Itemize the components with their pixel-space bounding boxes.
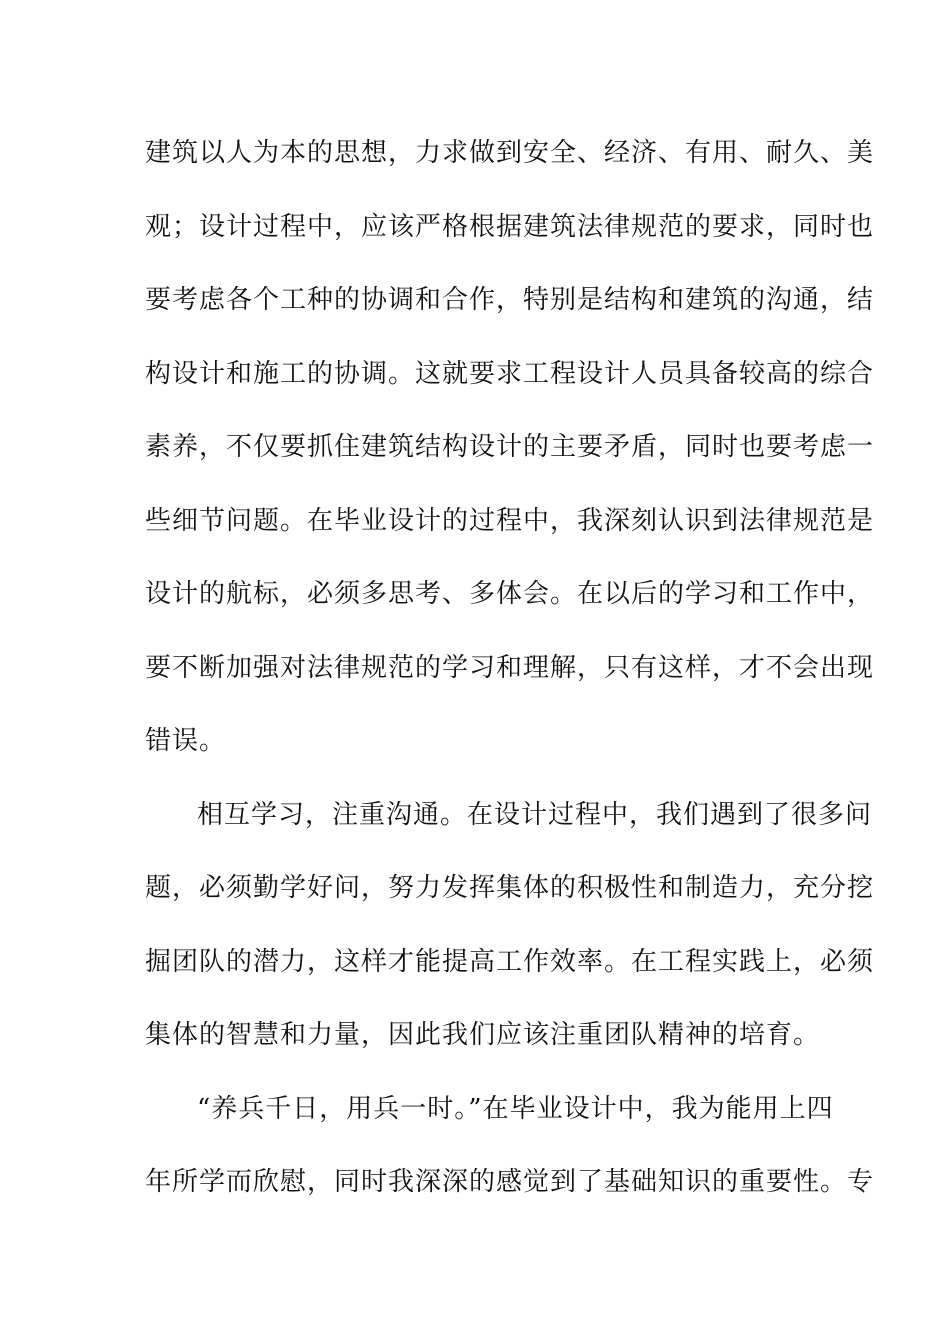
text-line: 掘团队的潜力，这样才能提高工作效率。在工程实践上，必须 xyxy=(145,946,875,977)
text-line: 设计的航标，必须多思考、多体会。在以后的学习和工作中， xyxy=(145,579,875,609)
text-line: 建筑以人为本的思想，力求做到安全、经济、有用、耐久、美 xyxy=(145,138,875,168)
text-line: 素养，不仅要抓住建筑结构设计的主要矛盾，同时也要考虑一 xyxy=(145,432,875,462)
body-text xyxy=(145,129,875,1232)
text-line: 错误。 xyxy=(145,726,227,756)
text-line: 观；设计过程中，应该严格根据建筑法律规范的要求，同时也 xyxy=(145,211,875,242)
text-line: 些细节问题。在毕业设计的过程中，我深刻认识到法律规范是 xyxy=(145,505,875,536)
text-line: 构设计和施工的协调。这就要求工程设计人员具备较高的综合 xyxy=(145,358,875,389)
text-line: 年所学而欣慰，同时我深深的感觉到了基础知识的重要性。专 xyxy=(145,1167,875,1197)
text-line: 集体的智慧和力量，因此我们应该注重团队精神的培育。 xyxy=(145,1020,821,1050)
paragraph-start-line: “养兵千日，用兵一时。”在毕业设计中，我为能用上四 xyxy=(197,1093,834,1124)
text-line: 要不断加强对法律规范的学习和理解，只有这样，才不会出现 xyxy=(145,652,875,683)
text-line: 要考虑各个工种的协调和合作，特别是结构和建筑的沟通，结 xyxy=(145,285,875,315)
text-line: 题，必须勤学好问，努力发挥集体的积极性和制造力，充分挖 xyxy=(145,873,875,903)
paragraph-start-line: 相互学习，注重沟通。在设计过程中，我们遇到了很多问 xyxy=(197,799,873,830)
